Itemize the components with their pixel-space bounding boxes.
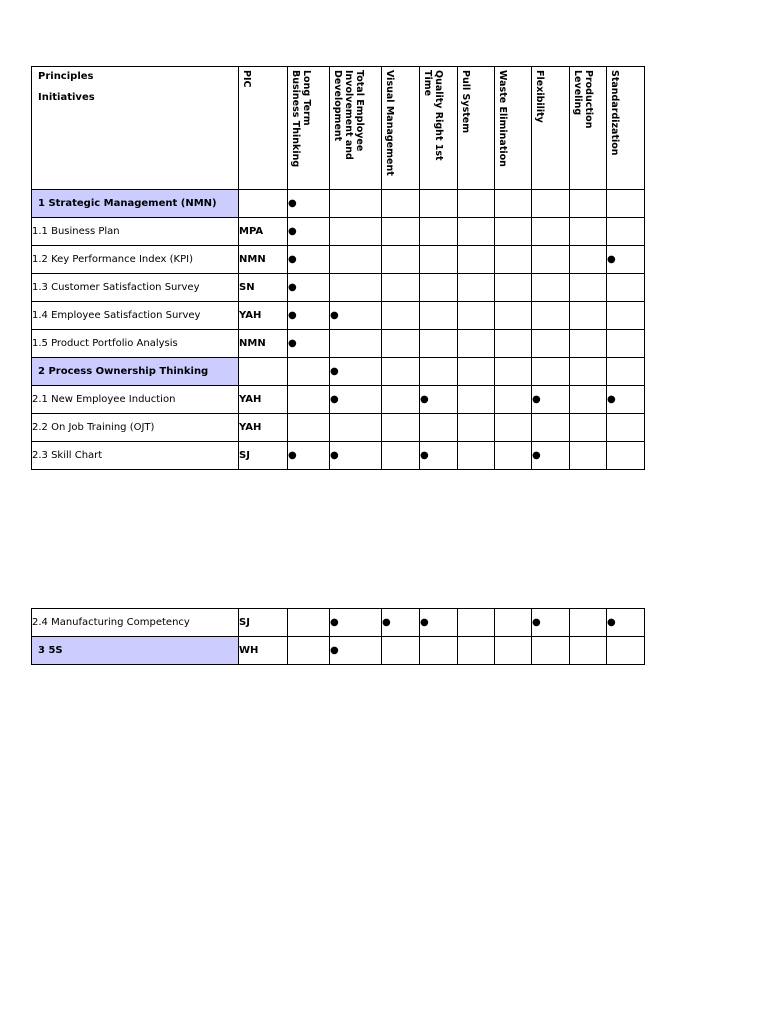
empty-cell bbox=[532, 358, 570, 386]
bullet-mark-cell: ● bbox=[420, 609, 458, 637]
col-header-visual-management: Visual Management bbox=[382, 67, 420, 190]
empty-cell bbox=[458, 246, 495, 274]
bullet-mark-cell: ● bbox=[532, 609, 570, 637]
empty-cell bbox=[288, 386, 330, 414]
empty-cell bbox=[382, 442, 420, 470]
empty-cell bbox=[607, 274, 645, 302]
initiative-name-cell: 1.2 Key Performance Index (KPI) bbox=[32, 246, 239, 274]
bullet-mark-cell: ● bbox=[420, 442, 458, 470]
empty-cell bbox=[420, 358, 458, 386]
bullet-mark-cell: ● bbox=[532, 442, 570, 470]
bullet-mark-cell: ● bbox=[288, 274, 330, 302]
empty-cell bbox=[570, 246, 607, 274]
empty-cell bbox=[532, 330, 570, 358]
empty-cell bbox=[495, 246, 532, 274]
empty-cell bbox=[570, 330, 607, 358]
table-row bbox=[32, 274, 645, 302]
empty-cell bbox=[607, 302, 645, 330]
empty-cell bbox=[532, 302, 570, 330]
empty-cell bbox=[570, 442, 607, 470]
col-header-waste-elimination: Waste Elimination bbox=[495, 67, 532, 190]
empty-cell bbox=[570, 414, 607, 442]
empty-cell bbox=[570, 218, 607, 246]
principles-matrix-table-continued bbox=[31, 608, 645, 665]
empty-cell bbox=[495, 302, 532, 330]
principles-label: Principles bbox=[38, 71, 94, 82]
pic-cell: NMN bbox=[239, 330, 288, 358]
principles-matrix-table bbox=[31, 66, 645, 470]
bullet-mark-cell: ● bbox=[288, 190, 330, 218]
empty-cell bbox=[420, 246, 458, 274]
pic-cell: WH bbox=[239, 637, 288, 665]
empty-cell bbox=[458, 330, 495, 358]
empty-cell bbox=[288, 358, 330, 386]
initiatives-label: Initiatives bbox=[38, 92, 95, 103]
empty-cell bbox=[288, 637, 330, 665]
empty-cell bbox=[420, 637, 458, 665]
empty-cell bbox=[532, 414, 570, 442]
empty-cell bbox=[382, 218, 420, 246]
section-row bbox=[32, 637, 645, 665]
pic-header: PIC bbox=[239, 67, 288, 190]
empty-cell bbox=[458, 358, 495, 386]
empty-cell bbox=[420, 330, 458, 358]
bullet-mark-cell: ● bbox=[330, 609, 382, 637]
empty-cell bbox=[330, 274, 382, 302]
bullet-mark-cell: ● bbox=[532, 386, 570, 414]
pic-cell: NMN bbox=[239, 246, 288, 274]
empty-cell bbox=[495, 274, 532, 302]
col-header-pull-system: Pull System bbox=[458, 67, 495, 190]
table-row bbox=[32, 246, 645, 274]
empty-cell bbox=[607, 637, 645, 665]
initiative-name-cell: 1.3 Customer Satisfaction Survey bbox=[32, 274, 239, 302]
bullet-mark-cell: ● bbox=[288, 330, 330, 358]
empty-cell bbox=[570, 302, 607, 330]
empty-cell bbox=[382, 302, 420, 330]
initiative-name-cell: 2.1 New Employee Induction bbox=[32, 386, 239, 414]
empty-cell bbox=[382, 190, 420, 218]
empty-cell bbox=[382, 274, 420, 302]
empty-cell bbox=[458, 609, 495, 637]
bullet-mark-cell: ● bbox=[288, 218, 330, 246]
empty-cell bbox=[330, 414, 382, 442]
initiative-name-cell: 2.2 On Job Training (OJT) bbox=[32, 414, 239, 442]
empty-cell bbox=[570, 386, 607, 414]
empty-cell bbox=[495, 609, 532, 637]
empty-cell bbox=[495, 386, 532, 414]
header-row bbox=[32, 67, 645, 190]
empty-cell bbox=[570, 190, 607, 218]
empty-cell bbox=[458, 190, 495, 218]
initiative-name-cell: 2.3 Skill Chart bbox=[32, 442, 239, 470]
empty-cell bbox=[607, 442, 645, 470]
empty-cell bbox=[458, 637, 495, 665]
section-row bbox=[32, 358, 645, 386]
empty-cell bbox=[495, 414, 532, 442]
empty-cell bbox=[330, 330, 382, 358]
empty-cell bbox=[495, 190, 532, 218]
empty-cell bbox=[382, 414, 420, 442]
table-row bbox=[32, 302, 645, 330]
pic-cell: SN bbox=[239, 274, 288, 302]
empty-cell bbox=[382, 637, 420, 665]
initiative-name-cell: 1.4 Employee Satisfaction Survey bbox=[32, 302, 239, 330]
empty-cell bbox=[532, 218, 570, 246]
empty-cell bbox=[420, 414, 458, 442]
table-row bbox=[32, 442, 645, 470]
section-name-cell: 3 5S bbox=[32, 637, 239, 665]
bullet-mark-cell: ● bbox=[330, 442, 382, 470]
empty-cell bbox=[420, 218, 458, 246]
pic-cell: MPA bbox=[239, 218, 288, 246]
header-corner-cell bbox=[32, 67, 239, 190]
section-row bbox=[32, 190, 645, 218]
empty-cell bbox=[458, 414, 495, 442]
bullet-mark-cell: ● bbox=[288, 246, 330, 274]
empty-cell bbox=[570, 358, 607, 386]
empty-cell bbox=[458, 442, 495, 470]
pic-cell: SJ bbox=[239, 609, 288, 637]
empty-cell bbox=[288, 609, 330, 637]
col-header-quality-right-first-time: Quality Right 1st Time bbox=[420, 67, 458, 190]
bullet-mark-cell: ● bbox=[330, 386, 382, 414]
empty-cell bbox=[288, 414, 330, 442]
col-header-production-leveling: Production Leveling bbox=[570, 67, 607, 190]
empty-cell bbox=[570, 274, 607, 302]
table-row bbox=[32, 330, 645, 358]
bullet-mark-cell: ● bbox=[330, 637, 382, 665]
empty-cell bbox=[458, 218, 495, 246]
section-name-cell: 2 Process Ownership Thinking bbox=[32, 358, 239, 386]
bullet-mark-cell: ● bbox=[288, 302, 330, 330]
pic-cell: SJ bbox=[239, 442, 288, 470]
bullet-mark-cell: ● bbox=[288, 442, 330, 470]
empty-cell bbox=[382, 358, 420, 386]
empty-cell bbox=[495, 637, 532, 665]
empty-cell bbox=[420, 302, 458, 330]
empty-cell bbox=[570, 609, 607, 637]
bullet-mark-cell: ● bbox=[420, 386, 458, 414]
empty-cell bbox=[607, 218, 645, 246]
empty-cell bbox=[495, 358, 532, 386]
empty-cell bbox=[458, 386, 495, 414]
empty-cell bbox=[495, 218, 532, 246]
pic-cell: YAH bbox=[239, 302, 288, 330]
col-header-long-term-business-thinking: Long Term Business Thinking bbox=[288, 67, 330, 190]
bullet-mark-cell: ● bbox=[607, 246, 645, 274]
empty-cell bbox=[330, 218, 382, 246]
col-header-standardization: Standardization bbox=[607, 67, 645, 190]
section-name-cell: 1 Strategic Management (NMN) bbox=[32, 190, 239, 218]
empty-cell bbox=[532, 246, 570, 274]
empty-cell bbox=[382, 330, 420, 358]
initiative-name-cell: 2.4 Manufacturing Competency bbox=[32, 609, 239, 637]
empty-cell bbox=[420, 274, 458, 302]
pic-cell bbox=[239, 190, 288, 218]
empty-cell bbox=[330, 190, 382, 218]
bullet-mark-cell: ● bbox=[330, 302, 382, 330]
empty-cell bbox=[607, 414, 645, 442]
empty-cell bbox=[532, 190, 570, 218]
empty-cell bbox=[330, 246, 382, 274]
empty-cell bbox=[532, 637, 570, 665]
empty-cell bbox=[382, 246, 420, 274]
empty-cell bbox=[458, 274, 495, 302]
pic-cell bbox=[239, 358, 288, 386]
empty-cell bbox=[570, 637, 607, 665]
pic-cell: YAH bbox=[239, 414, 288, 442]
table-row bbox=[32, 218, 645, 246]
initiative-name-cell: 1.5 Product Portfolio Analysis bbox=[32, 330, 239, 358]
empty-cell bbox=[382, 386, 420, 414]
empty-cell bbox=[607, 330, 645, 358]
empty-cell bbox=[607, 358, 645, 386]
initiative-name-cell: 1.1 Business Plan bbox=[32, 218, 239, 246]
empty-cell bbox=[458, 302, 495, 330]
empty-cell bbox=[607, 190, 645, 218]
table-row bbox=[32, 386, 645, 414]
col-header-flexibility: Flexibility bbox=[532, 67, 570, 190]
empty-cell bbox=[532, 274, 570, 302]
bullet-mark-cell: ● bbox=[607, 386, 645, 414]
pic-cell: YAH bbox=[239, 386, 288, 414]
empty-cell bbox=[495, 442, 532, 470]
table-row bbox=[32, 609, 645, 637]
bullet-mark-cell: ● bbox=[330, 358, 382, 386]
bullet-mark-cell: ● bbox=[382, 609, 420, 637]
empty-cell bbox=[420, 190, 458, 218]
col-header-total-employee-involvement: Total Employee Involvement and Development bbox=[330, 67, 382, 190]
table-row bbox=[32, 414, 645, 442]
bullet-mark-cell: ● bbox=[607, 609, 645, 637]
empty-cell bbox=[495, 330, 532, 358]
